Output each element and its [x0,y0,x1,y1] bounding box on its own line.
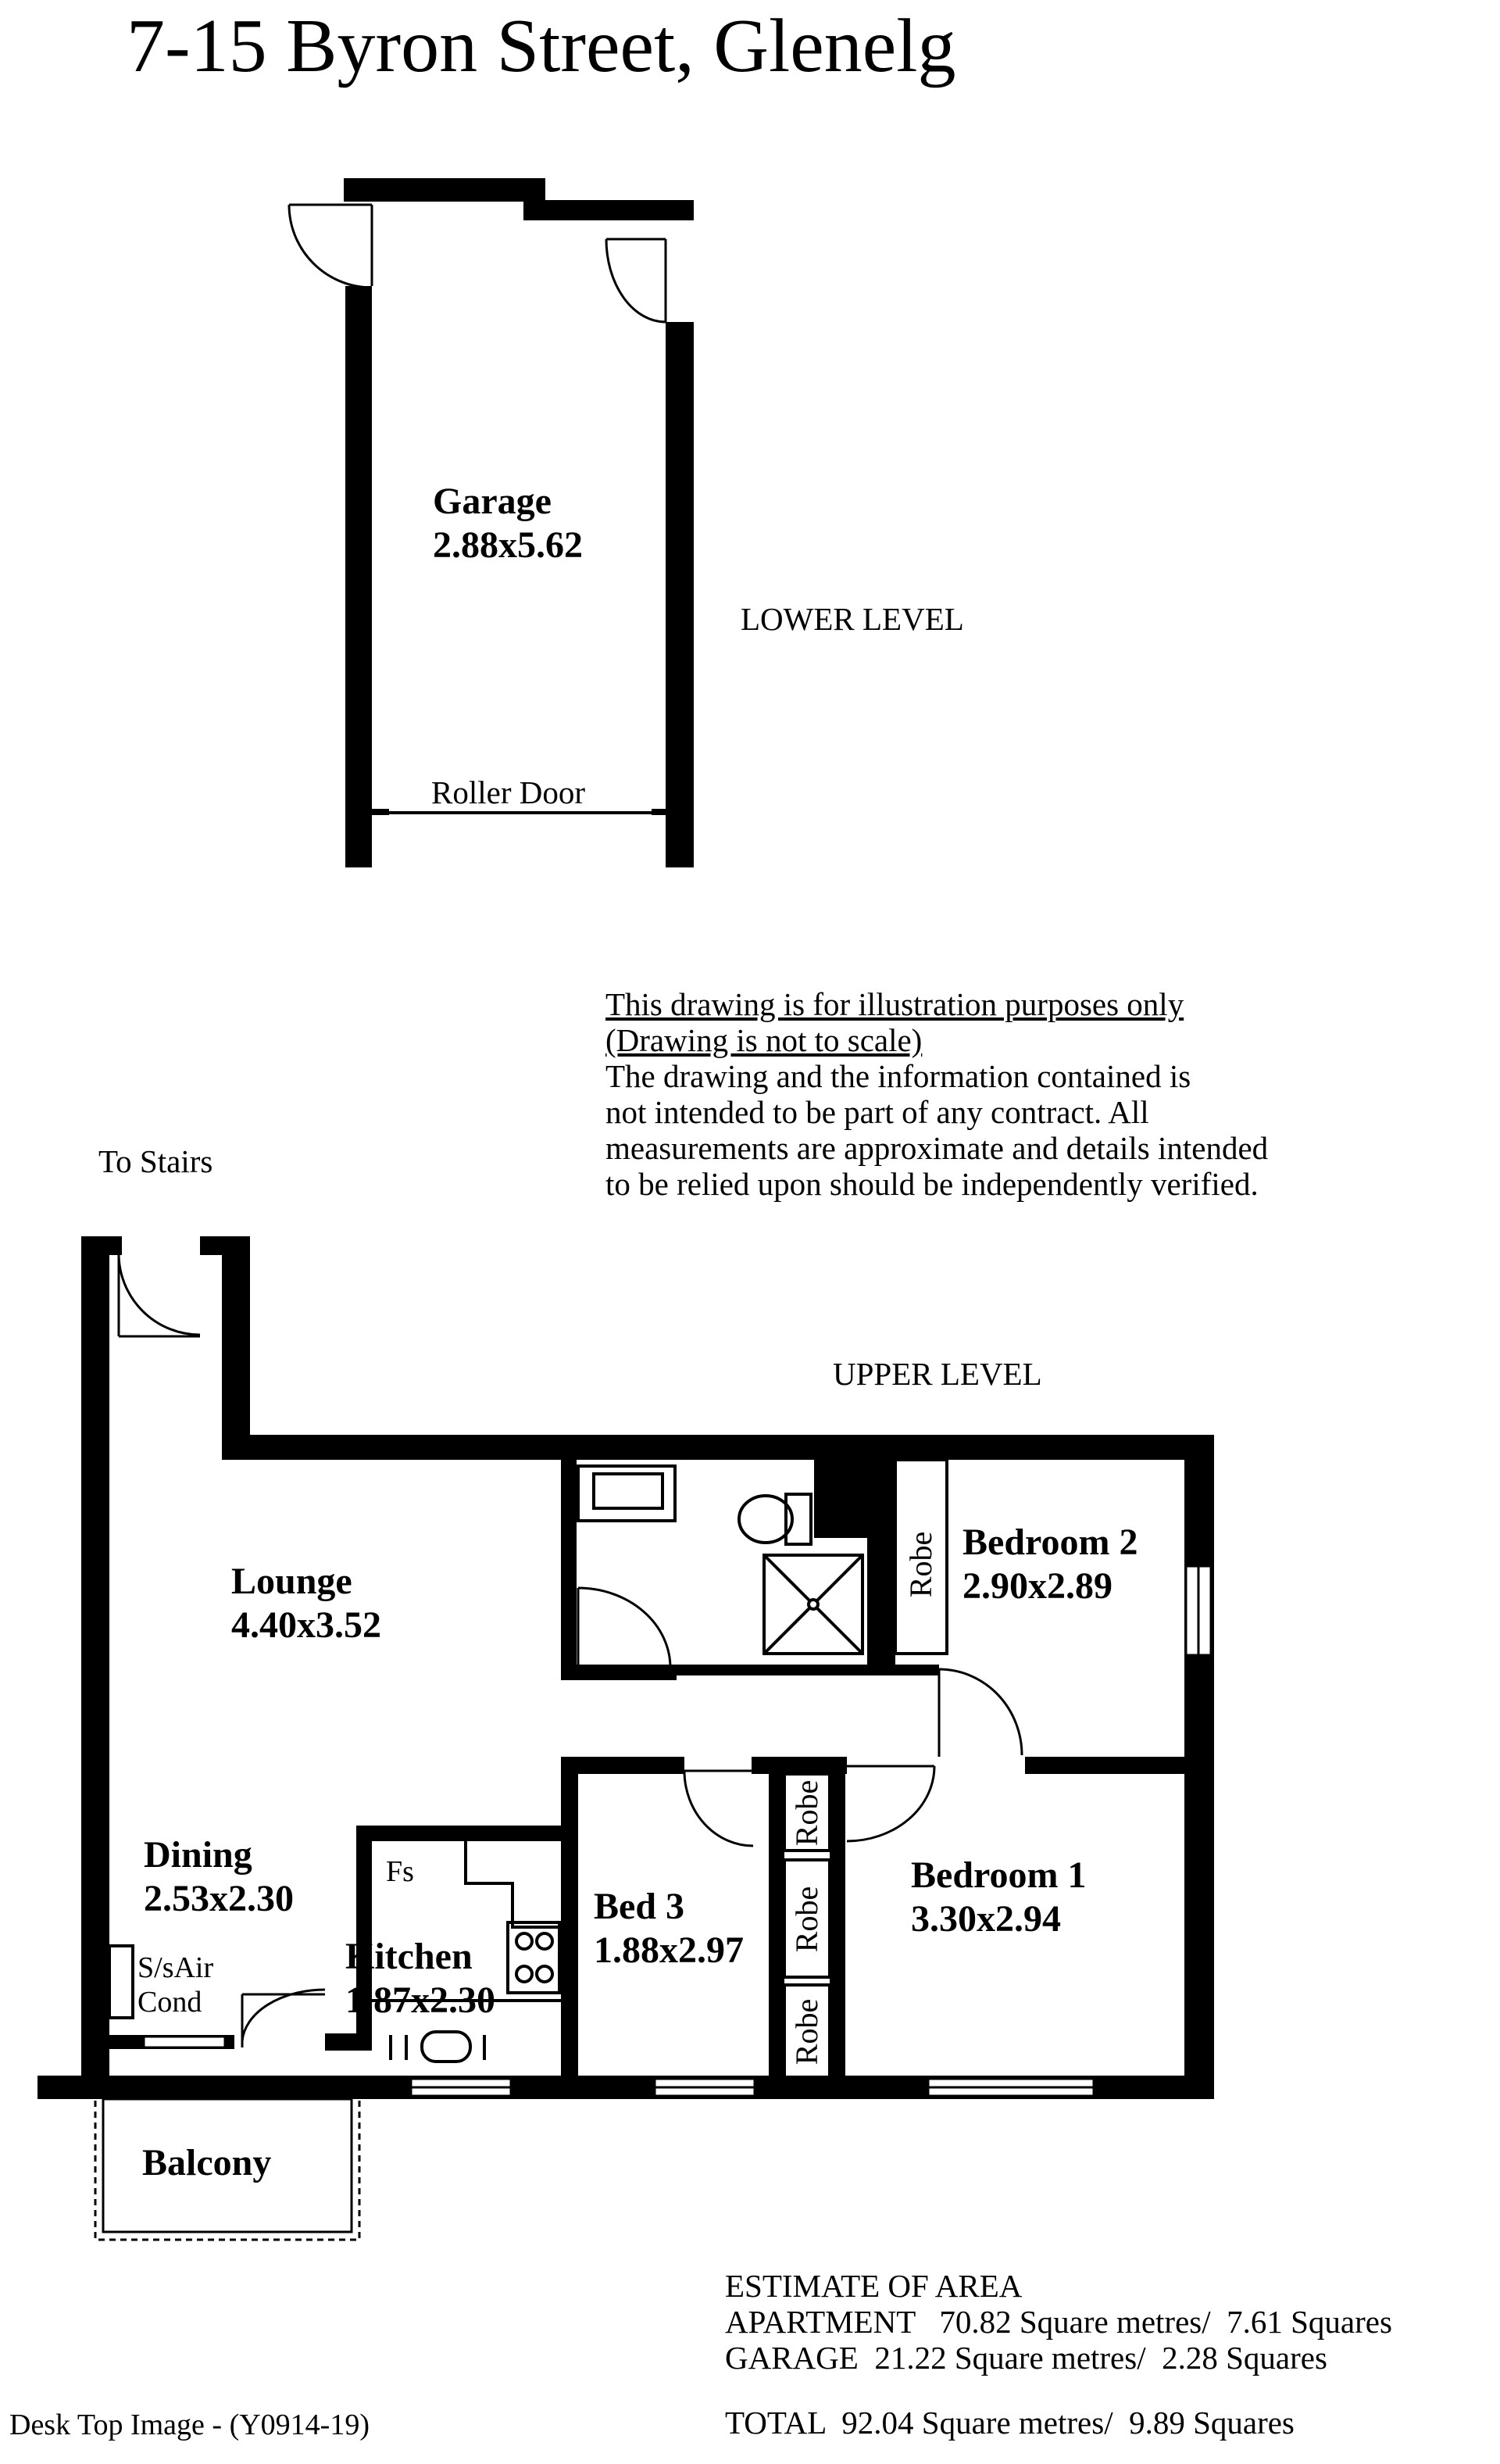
area-garage: GARAGE 21.22 Square metres/ 2.28 Squares [725,2340,1327,2376]
area-estimate [725,2268,1392,2376]
bed3-label [594,1885,744,1972]
page-title: 7-15 Byron Street, Glenelg [127,4,956,88]
aircon-label-line-1: S/sAir [138,1951,214,1984]
bedroom2-window [1186,1566,1211,1655]
area-total: TOTAL 92.04 Square metres/ 9.89 Squares [725,2405,1295,2441]
robe-a-label: Robe [789,1779,824,1847]
garage-name: Garage [433,481,552,522]
garage-dims: 2.88x5.62 [433,524,583,566]
disclaimer-line-1: This drawing is for illustration purposes only [605,986,1184,1022]
aircon-label [138,1951,213,2019]
disclaimer-text [605,986,1387,1202]
upper-level-label: UPPER LEVEL [833,1356,1042,1392]
garage-door-left [289,205,372,288]
disclaimer-line-4: not intended to be part of any contract. All [605,1094,1149,1130]
bedroom2-label [962,1521,1138,1608]
lower-level-label: LOWER LEVEL [741,601,964,637]
robe-c-label: Robe [789,1998,824,2065]
disclaimer-line-3: The drawing and the information contained is [605,1058,1191,1094]
dining-name: Dining [144,1834,252,1876]
bedroom1-label [911,1854,1086,1940]
disclaimer-line-6: to be relied upon should be independently verified. [605,1166,1259,1202]
robe-bedroom2-label: Robe [903,1531,938,1598]
bedroom1-door [847,1766,934,1841]
bedroom1-dims: 3.30x2.94 [911,1897,1061,1940]
fridge-space-label: Fs [386,1855,414,1888]
stairs-door [119,1253,200,1336]
bedroom2-door [939,1669,1022,1757]
balcony-door [242,1990,325,2047]
bed3-name: Bed 3 [594,1886,685,1927]
kitchen-dims: 1.87x2.30 [345,1979,495,2021]
aircon-unit [109,1946,133,2018]
bedroom2-dims: 2.90x2.89 [962,1565,1112,1607]
lounge-label [231,1560,381,1647]
dining-dims: 2.53x2.30 [144,1877,294,1919]
garage-label [433,480,583,567]
dining-label [144,1833,294,1920]
bedroom2-name: Bedroom 2 [962,1522,1138,1563]
kitchen-label [345,1935,495,2022]
lounge-dims: 4.40x3.52 [231,1604,381,1646]
bedroom1-name: Bedroom 1 [911,1854,1087,1896]
garage-door-right [606,239,666,322]
footer-reference: Desk Top Image - (Y0914-19) [9,2409,370,2441]
lounge-name: Lounge [231,1561,352,1602]
roller-door-label: Roller Door [431,774,585,810]
bed3-door [684,1771,753,1846]
aircon-label-line-2: Cond [138,1986,202,2019]
bathroom-door [578,1588,670,1668]
area-apartment: APARTMENT 70.82 Square metres/ 7.61 Squares [725,2304,1392,2340]
robe-b-label: Robe [789,1886,824,1953]
bed3-dims: 1.88x2.97 [594,1929,744,1971]
to-stairs-label: To Stairs [98,1143,213,1179]
disclaimer-line-5: measurements are approximate and details intended [605,1130,1269,1166]
area-heading: ESTIMATE OF AREA [725,2268,1023,2304]
kitchen-name: Kitchen [345,1936,473,1977]
balcony-label: Balcony [142,2142,272,2183]
disclaimer-line-2: (Drawing is not to scale) [605,1022,923,1058]
